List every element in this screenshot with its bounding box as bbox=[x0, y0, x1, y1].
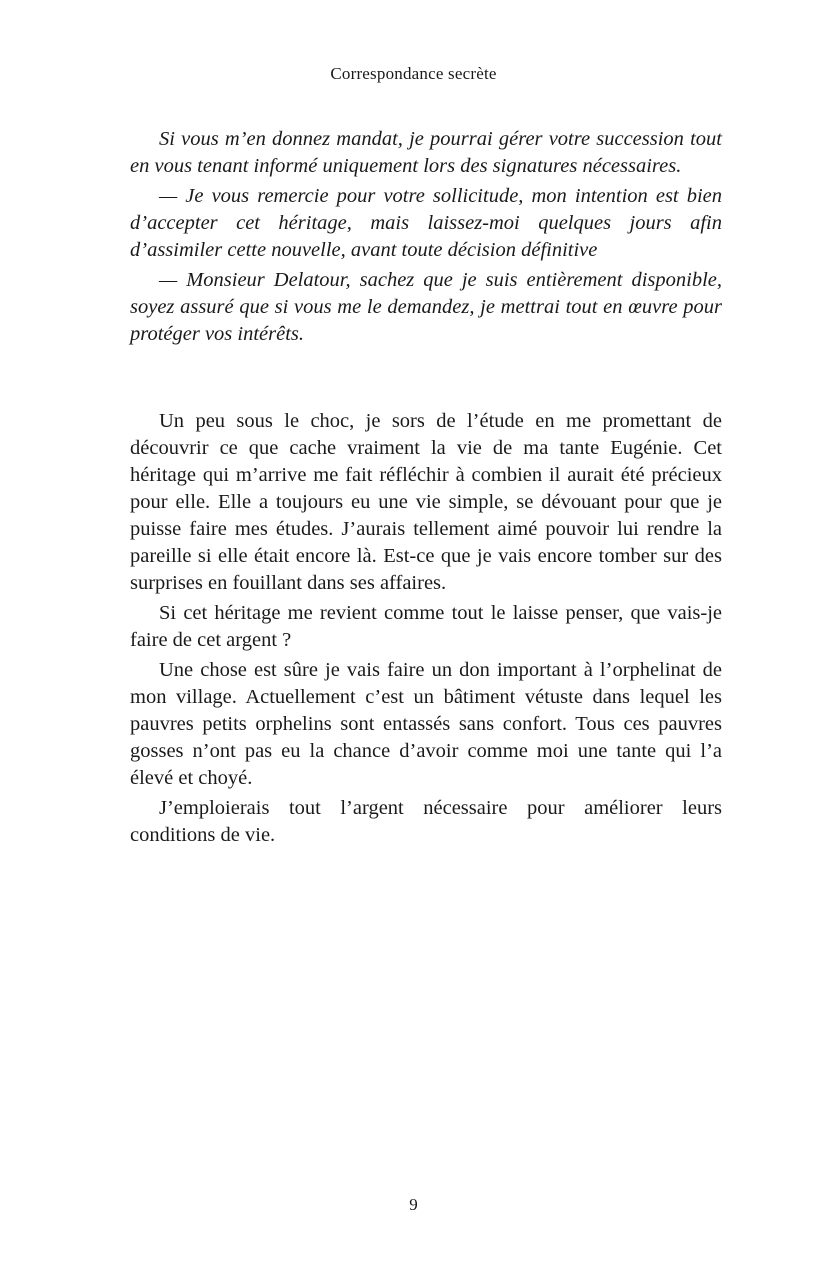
narrative-paragraph: Si cet héritage me revient comme tout le laisse penser, que vais-je faire de cet argent ? bbox=[130, 602, 722, 651]
dialogue-paragraph: — Je vous remercie pour votre sollicitude, mon intention est bien d’accepter cet héritage, mais laissez-moi quelques jours afin d’assimiler cette nouvelle, avant toute décision définitive bbox=[130, 185, 722, 261]
dialogue-section bbox=[130, 126, 722, 348]
narrative-paragraph: Un peu sous le choc, je sors de l’étude en me promettant de découvrir ce que cache vraiment la vie de ma tante Eugénie. Cet héritage qui m’arrive me fait réfléchir à combien il aurait été précieux pour elle. Elle a toujours eu une vie simple, se dévouant pour que je puisse faire mes études. J’aurais tellement aimé pouvoir lui rendre la pareille si elle était encore là. Est-ce que je vais encore tomber sur des surprises en fouillant dans ses affaires. bbox=[130, 410, 722, 594]
dialogue-paragraph: — Monsieur Delatour, sachez que je suis entièrement disponible, soyez assuré que si vous me le demandez, je mettrai tout en œuvre pour protéger vos intérêts. bbox=[130, 269, 722, 345]
page-number: 9 bbox=[409, 1195, 418, 1214]
narrative-section bbox=[130, 408, 722, 849]
running-header-title: Correspondance secrète bbox=[330, 64, 497, 83]
narrative-paragraph: J’emploierais tout l’argent nécessaire pour améliorer leurs conditions de vie. bbox=[130, 797, 722, 846]
narrative-paragraph: Une chose est sûre je vais faire un don important à l’orphelinat de mon village. Actuellement c’est un bâtiment vétuste dans lequel les pauvres petits orphelins sont entassés sans confort. Tous ces pauvres gosses n’ont pas eu la chance d’avoir comme moi une tante qui l’a élevé et choyé. bbox=[130, 659, 722, 789]
dialogue-paragraph: Si vous m’en donnez mandat, je pourrai gérer votre succession tout en vous tenant informé uniquement lors des signatures nécessaires. bbox=[130, 128, 722, 177]
